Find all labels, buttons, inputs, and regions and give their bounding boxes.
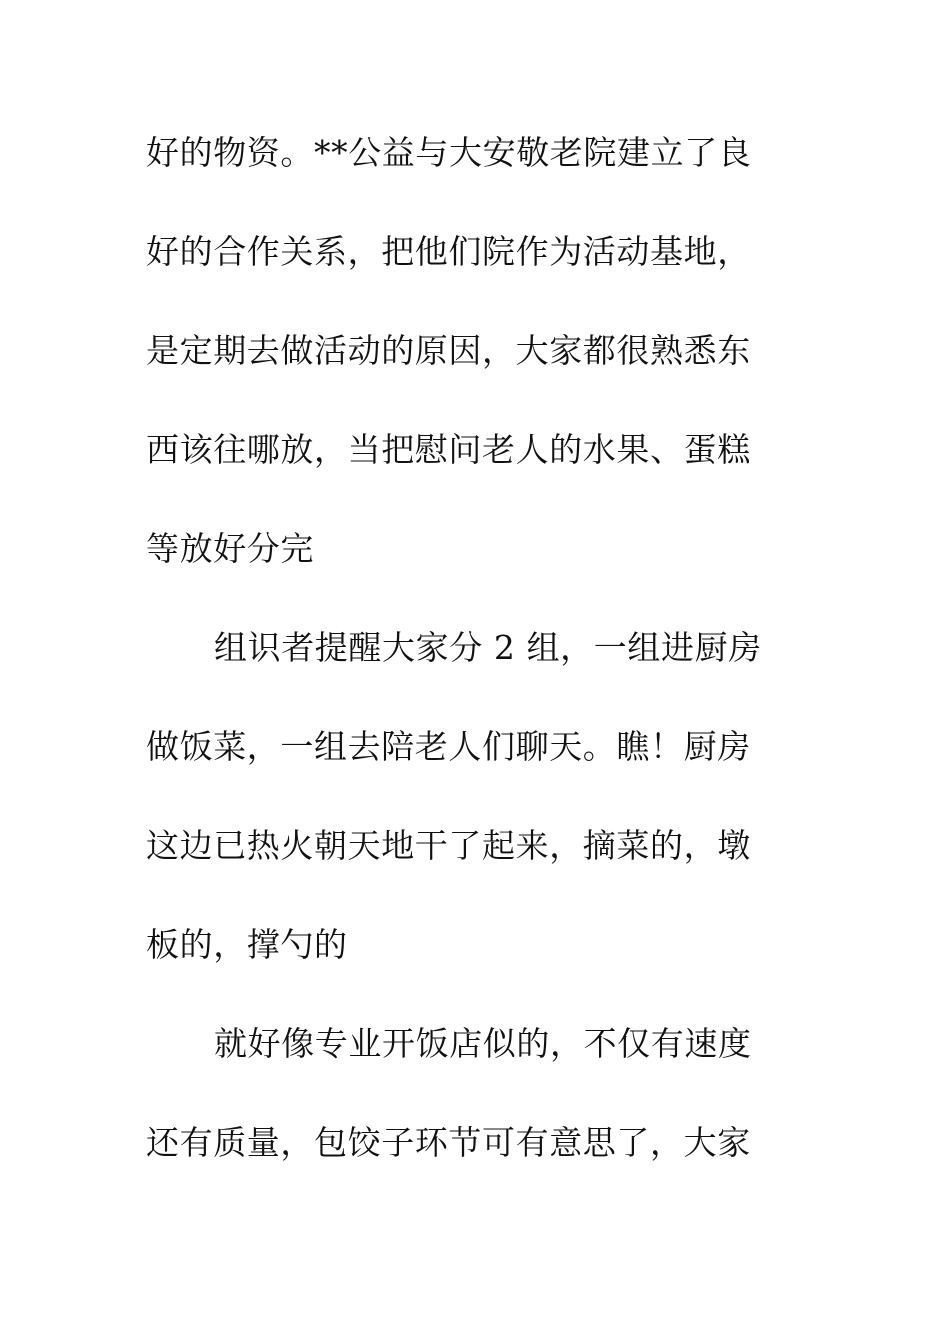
document-body <box>146 123 786 1212</box>
paragraph <box>146 123 786 618</box>
text-line: 西该往哪放，当把慰问老人的水果、蛋糕 <box>146 430 751 469</box>
paragraph <box>146 1014 786 1212</box>
text-line: 好的物资。**公益与大安敬老院建立了良 <box>146 133 752 172</box>
text-line: 等放好分完 <box>146 529 314 568</box>
text-line: 好的合作关系，把他们院作为活动基地， <box>146 232 751 271</box>
paragraph <box>146 618 786 1014</box>
text-line: 就好像专业开饭店似的，不仅有速度 <box>214 1024 752 1063</box>
text-line: 这边已热火朝天地干了起来，摘菜的，墩 <box>146 826 751 865</box>
text-line: 做饭菜，一组去陪老人们聊天。瞧！厨房 <box>146 727 751 766</box>
text-line: 组识者提醒大家分 2 组，一组进厨房 <box>214 628 762 667</box>
text-line: 板的，撑勺的 <box>146 925 348 964</box>
text-line: 还有质量，包饺子环节可有意思了，大家 <box>146 1123 751 1162</box>
text-line: 是定期去做活动的原因，大家都很熟悉东 <box>146 331 751 370</box>
